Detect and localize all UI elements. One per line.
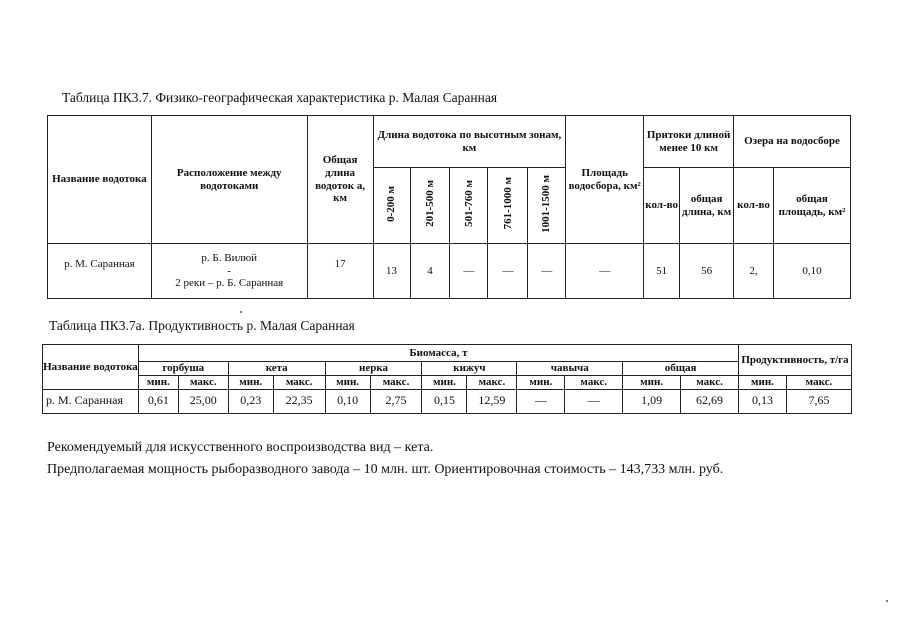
capacity-text: Предполагаемая мощность рыборазводного завода – 10 млн. шт. Ориентировочная стоимость – 143,733 млн. руб. (47, 462, 724, 477)
min-header: мин. (738, 375, 786, 389)
biomass-value: 12,59 (467, 389, 517, 413)
biomass-value: 0,10 (325, 389, 370, 413)
biomass-value: 0,23 (228, 389, 273, 413)
row-lake-area: 0,10 (774, 244, 851, 299)
row-length: 17 (307, 244, 373, 299)
row-name: р. М. Саранная (48, 244, 152, 299)
location-line2: - (227, 264, 232, 277)
biomass-value: 0,15 (422, 389, 467, 413)
zone-header: 1001-1500 м (528, 168, 566, 244)
header-productivity: Продуктивность, т/га (738, 345, 851, 376)
header-biomass: Биомасса, т (138, 345, 738, 362)
row-lake-count: 2, (734, 244, 774, 299)
zone-header: 761-1000 м (488, 168, 528, 244)
max-header: макс. (786, 375, 851, 389)
row-zone-value: 4 (410, 244, 450, 299)
row-zone-value: 13 (373, 244, 410, 299)
min-header: мин. (138, 375, 178, 389)
min-header: мин. (517, 375, 565, 389)
header-lake-count: кол-во (734, 168, 774, 244)
header-name: Название водотока (48, 116, 152, 244)
location-line3: 2 реки – р. Б. Саранная (175, 277, 284, 290)
row-area: — (566, 244, 644, 299)
row-trib-length: 56 (680, 244, 734, 299)
zone-header: 0-200 м (373, 168, 410, 244)
scan-speck (886, 600, 888, 602)
biomass-value: 2,75 (370, 389, 422, 413)
species-keta: кета (228, 362, 325, 376)
header-lakes: Озера на водосборе (734, 116, 851, 168)
biomass-value: 1,09 (623, 389, 681, 413)
biomass-value: — (565, 389, 623, 413)
min-header: мин. (623, 375, 681, 389)
table1-caption: Таблица ПК3.7. Физико-географическая характеристика р. Малая Саранная (62, 90, 498, 105)
location-line1: р. Б. Вилюй (201, 252, 258, 265)
max-header: макс. (565, 375, 623, 389)
physgeo-table (47, 115, 851, 299)
max-header: макс. (178, 375, 228, 389)
zone-header: 501-760 м (450, 168, 488, 244)
table2-caption: Таблица ПК3.7а. Продуктивность р. Малая Саранная (49, 318, 355, 333)
header-area: Площадь водосбора, км² (566, 116, 644, 244)
row-zone-value: — (488, 244, 528, 299)
min-header: мин. (422, 375, 467, 389)
row-name: р. М. Саранная (43, 389, 139, 413)
biomass-value: 25,00 (178, 389, 228, 413)
min-header: мин. (228, 375, 273, 389)
species-kizhuch: кижуч (422, 362, 517, 376)
header-trib-count: кол-во (644, 168, 680, 244)
row-location (151, 244, 307, 299)
header-zones: Длина водотока по высотным зонам, км (373, 116, 566, 168)
productivity-min: 0,13 (738, 389, 786, 413)
biomass-value: — (517, 389, 565, 413)
productivity-table (42, 344, 852, 414)
row-trib-count: 51 (644, 244, 680, 299)
productivity-max: 7,65 (786, 389, 851, 413)
biomass-value: 0,61 (138, 389, 178, 413)
max-header: макс. (273, 375, 325, 389)
species-chavycha: чавыча (517, 362, 623, 376)
min-header: мин. (325, 375, 370, 389)
max-header: макс. (370, 375, 422, 389)
header-lake-area: общая площадь, км² (774, 168, 851, 244)
biomass-value: 62,69 (681, 389, 739, 413)
scan-speck (240, 311, 242, 313)
species-gorbusha: горбуша (138, 362, 228, 376)
header-tributaries: Притоки длиной менее 10 км (644, 116, 734, 168)
zone-header: 201-500 м (410, 168, 450, 244)
header-name: Название водотока (43, 345, 139, 390)
max-header: макс. (467, 375, 517, 389)
header-location: Расположение между водотоками (151, 116, 307, 244)
species-total: общая (623, 362, 739, 376)
row-zone-value: — (450, 244, 488, 299)
row-zone-value: — (528, 244, 566, 299)
max-header: макс. (681, 375, 739, 389)
biomass-value: 22,35 (273, 389, 325, 413)
recommendation-text: Рекомендуемый для искусственного воспроизводства вид – кета. (47, 440, 434, 455)
header-length: Общая длина водоток а, км (307, 116, 373, 244)
species-nerka: нерка (325, 362, 422, 376)
header-trib-length: общая длина, км (680, 168, 734, 244)
